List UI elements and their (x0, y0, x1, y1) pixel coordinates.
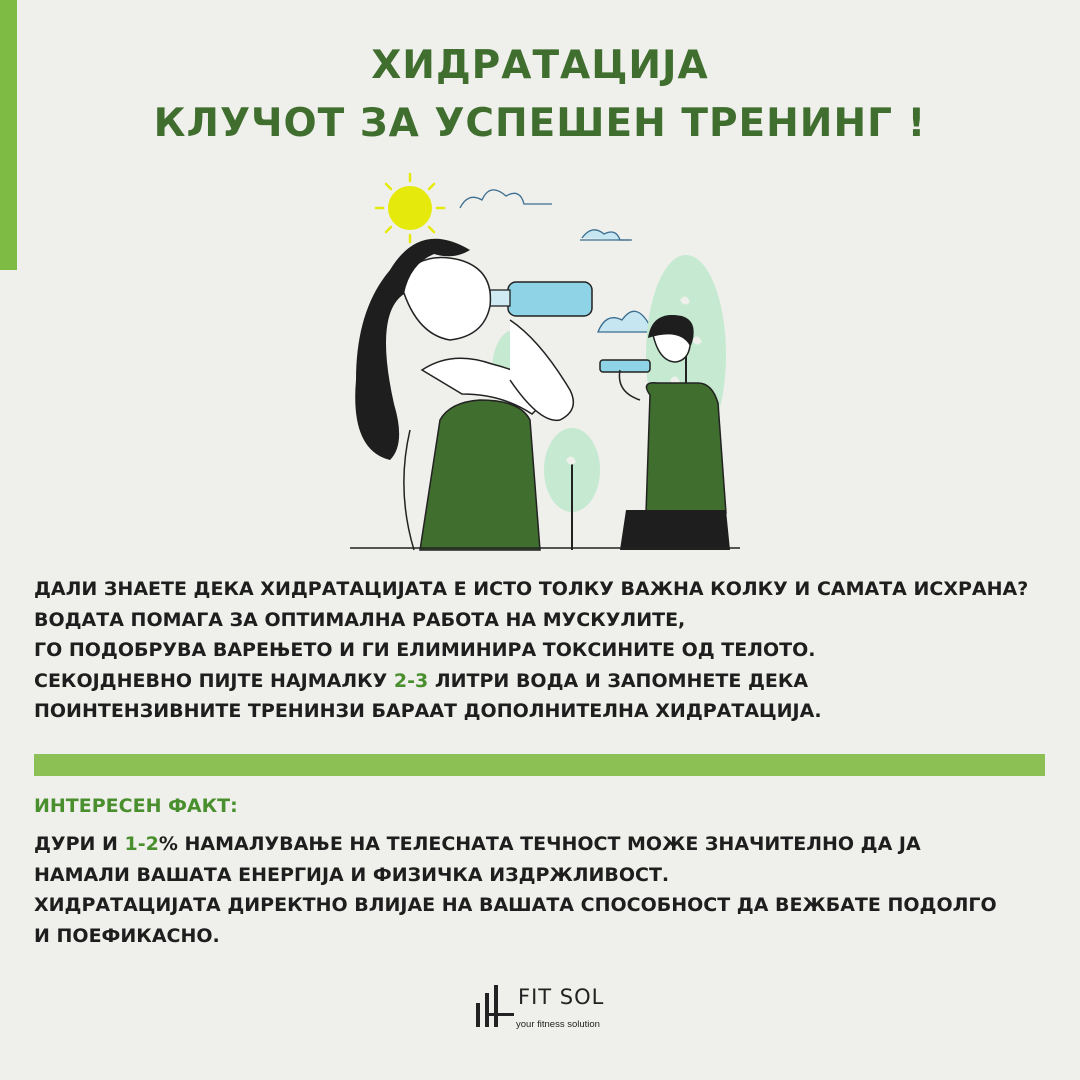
fact-line (34, 829, 1064, 860)
sun-icon (376, 174, 444, 242)
hydration-illustration (330, 170, 750, 555)
fact-line-text: ДУРИ И (34, 833, 125, 855)
fact-line: ХИДРАТАЦИЈАТА ДИРЕКТНО ВЛИЈАЕ НА ВАШАТА СПОСОБНОСТ ДА ВЕЖБАТЕ ПОДОЛГО (34, 894, 997, 916)
water-amount-highlight: 2-3 (393, 669, 429, 692)
intro-line (34, 666, 1064, 697)
fluid-loss-highlight: 1-2 (124, 833, 159, 855)
intro-line: ДАЛИ ЗНАЕТЕ ДЕКА ХИДРАТАЦИЈАТА Е ИСТО ТОЛКУ ВАЖНА КОЛКУ И САМАТА ИСХРАНА? (34, 578, 1029, 600)
intro-text (34, 574, 1064, 727)
fact-line: НАМАЛИ ВАШАТА ЕНЕРГИЈА И ФИЗИЧКА ИЗДРЖЛИВОСТ. (34, 863, 670, 886)
intro-line: ВОДАТА ПОМАГА ЗА ОПТИМАЛНА РАБОТА НА МУСКУЛИТЕ, (34, 608, 686, 631)
fact-title: ИНТЕРЕСЕН ФАКТ: (34, 795, 238, 817)
intro-line-text: СЕКОЈДНЕВНО ПИЈТЕ НАЈМАЛКУ (34, 669, 394, 692)
intro-line: ПОИНТЕНЗИВНИТЕ ТРЕНИНЗИ БАРААТ ДОПОЛНИТЕЛНА ХИДРАТАЦИЈА. (34, 700, 822, 722)
fact-text (34, 829, 1064, 951)
page-title: ХИДРАТАЦИЈА (371, 43, 709, 88)
fact-line: И ПОЕФИКАСНО. (34, 924, 220, 947)
page-subtitle: КЛУЧОТ ЗА УСПЕШЕН ТРЕНИНГ ! (153, 101, 927, 146)
logo-name: FIT SOL (518, 985, 605, 1009)
intro-line: ГО ПОДОБРУВА ВАРЕЊЕТО И ГИ ЕЛИМИНИРА ТОКСИНИТЕ ОД ТЕЛОТО. (34, 639, 816, 661)
fact-line-text: % НАМАЛУВАЊЕ НА ТЕЛЕСНАТА ТЕЧНОСТ МОЖЕ ЗНАЧИТЕЛНО ДА ЈА (158, 833, 921, 855)
logo-tagline: your fitness solution (516, 1019, 600, 1030)
logo-mark-icon (474, 985, 514, 1035)
brand-logo (474, 985, 614, 1035)
section-divider (34, 754, 1045, 776)
intro-line-text: ЛИТРИ ВОДА И ЗАПОМНЕТЕ ДЕКА (428, 669, 809, 692)
